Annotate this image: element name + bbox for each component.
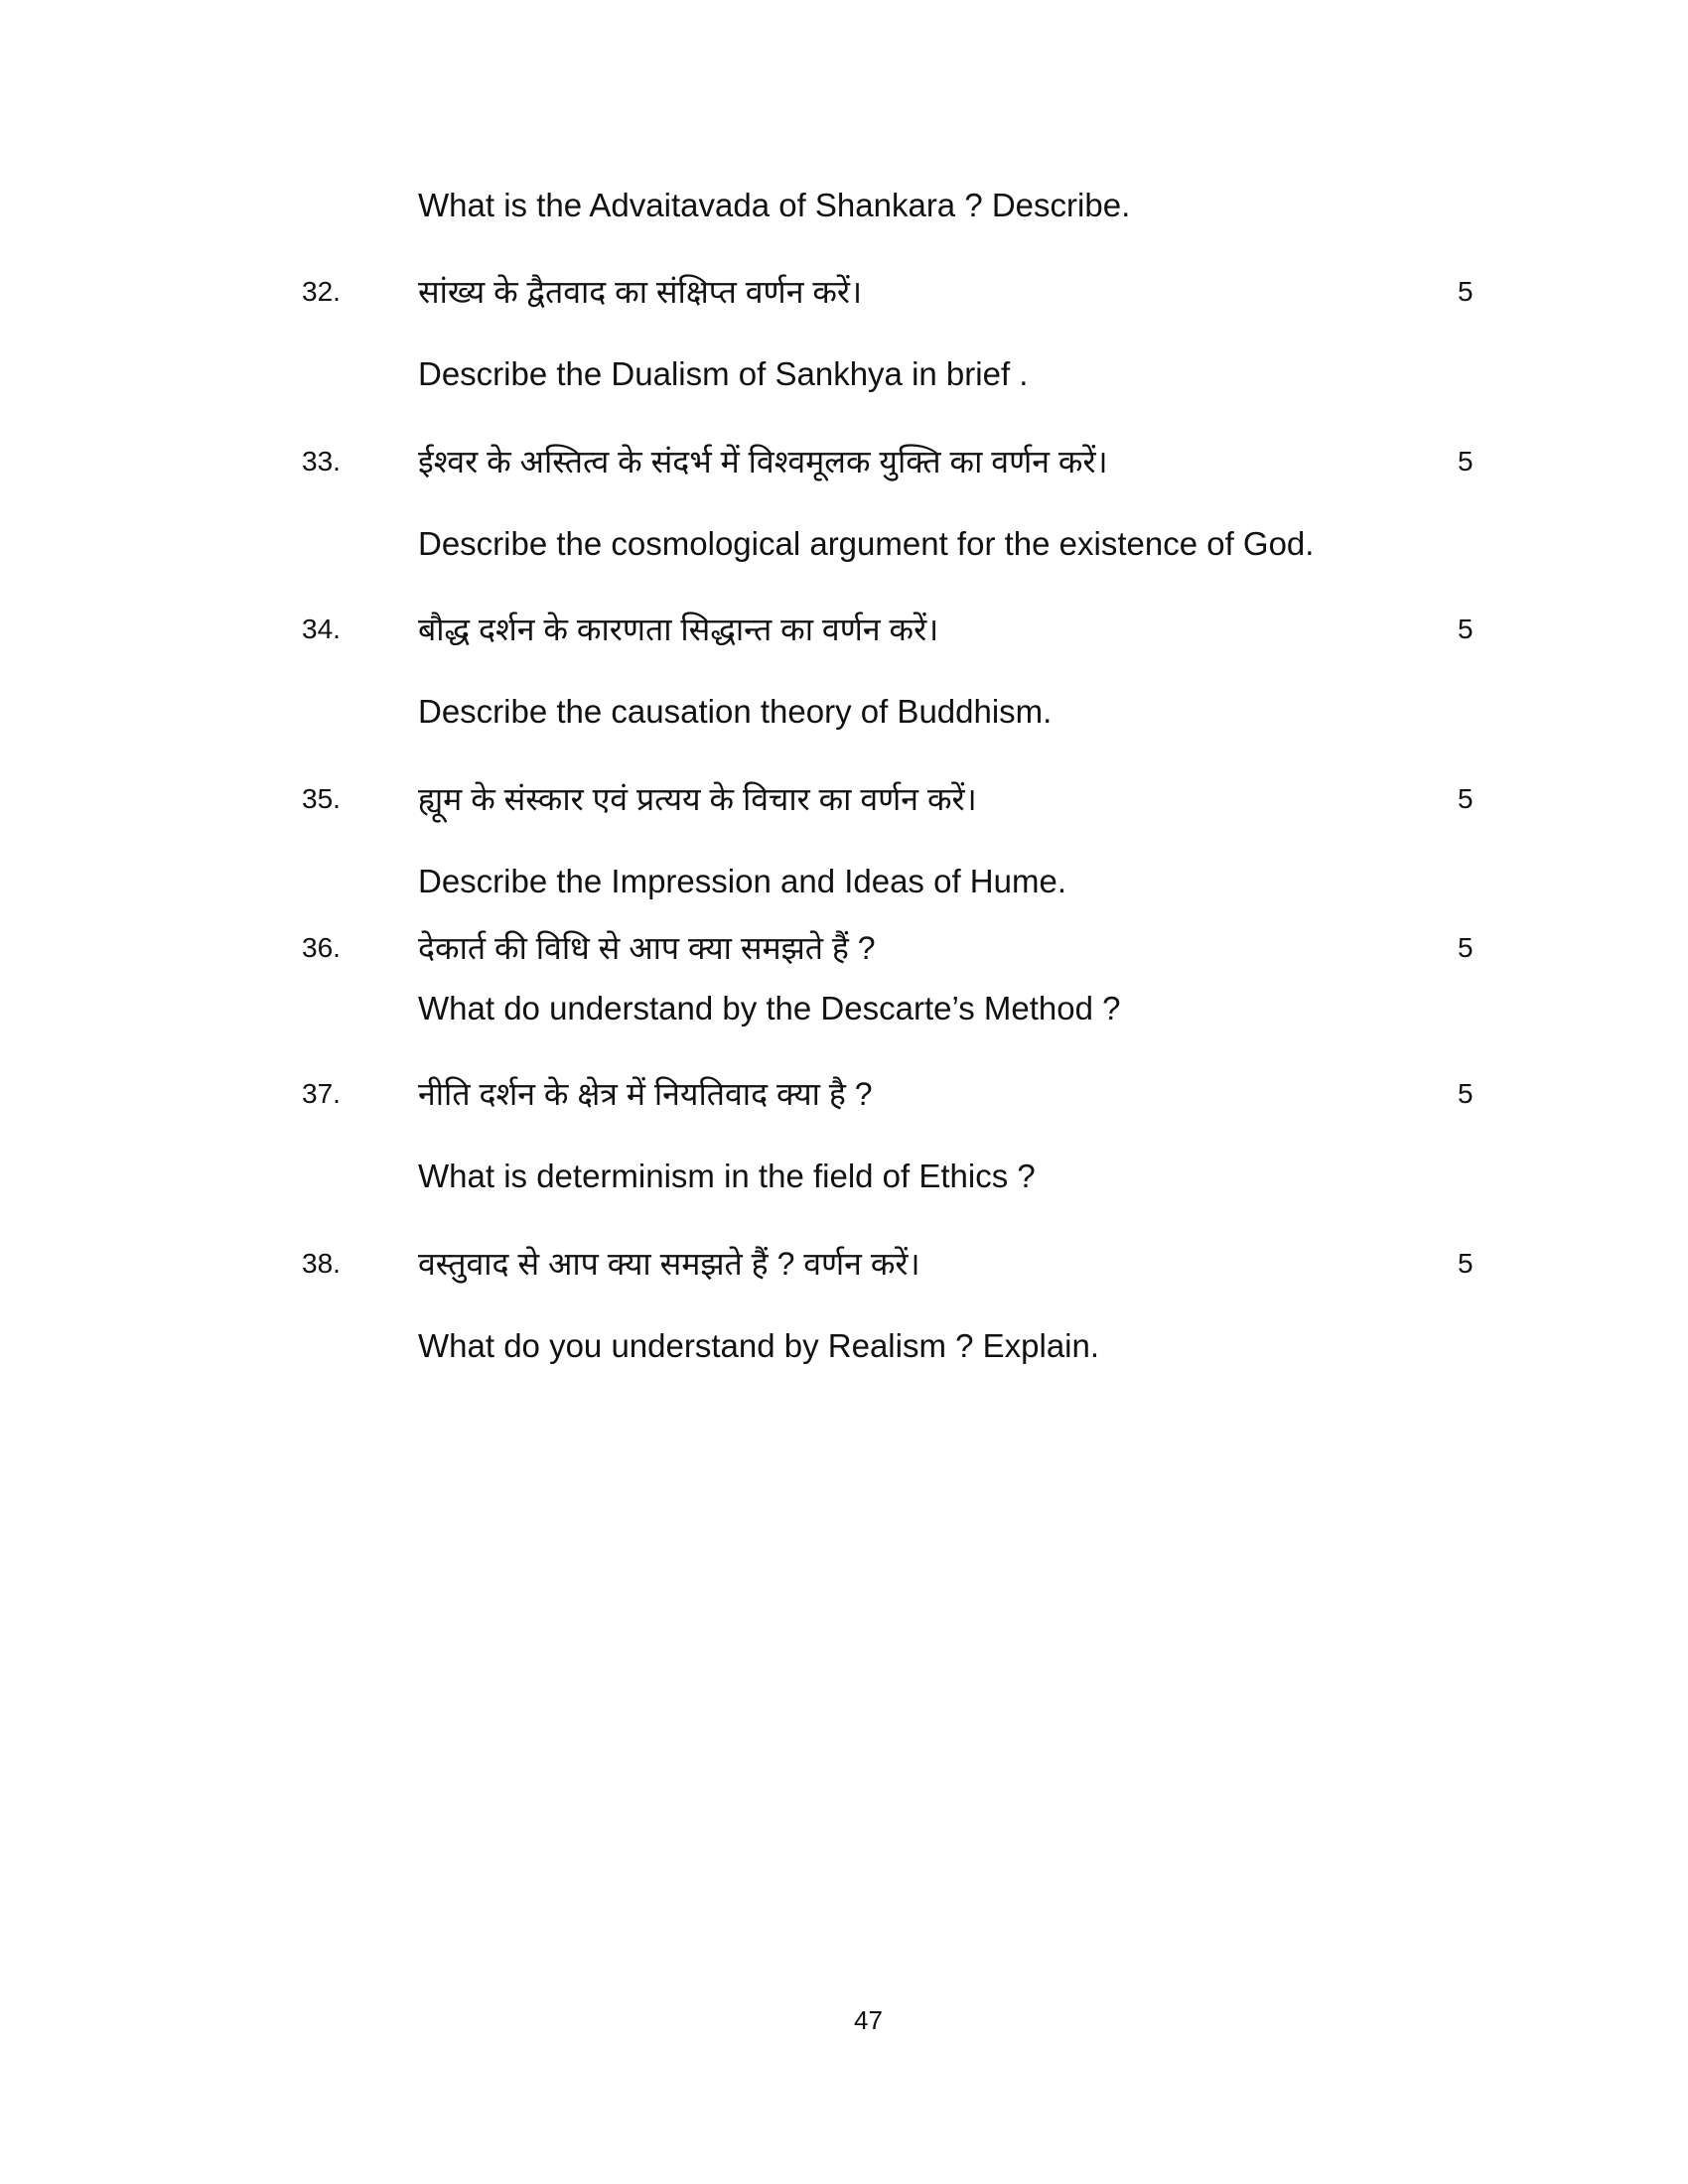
question-number: 34.: [302, 614, 341, 644]
question-english: What is determinism in the field of Ethics ?: [418, 1158, 1036, 1194]
question-marks: 5: [1458, 1078, 1474, 1109]
question-english: Describe the causation theory of Buddhism.: [418, 693, 1053, 730]
question-marks: 5: [1458, 446, 1474, 477]
question-hindi: ईश्वर के अस्तित्व के संदर्भ में विश्वमूलक युक्ति का वर्णन करें।: [418, 444, 1108, 479]
question-hindi-line: [0, 436, 1688, 483]
question-english-line: [0, 859, 1688, 906]
question-english: What do you understand by Realism ? Explain.: [418, 1327, 1100, 1364]
question-english-line: [0, 1323, 1688, 1371]
question-hindi: वस्तुवाद से आप क्या समझते हैं ? वर्णन करें।: [418, 1246, 920, 1282]
question-english-line: [0, 351, 1688, 399]
question-hindi-line: [0, 266, 1688, 314]
page-number: 47: [854, 2005, 883, 2035]
question-english: What do understand by the Descarte’s Method ?: [418, 990, 1121, 1026]
question-marks: 5: [1458, 614, 1474, 644]
question-marks: 5: [1458, 783, 1474, 814]
question-english-line: [0, 986, 1688, 1033]
question-english-line: [0, 689, 1688, 737]
question-number: 33.: [302, 446, 341, 477]
intro-english-line: [0, 183, 1688, 230]
question-number: 37.: [302, 1078, 341, 1109]
question-hindi-line: [0, 1068, 1688, 1116]
question-hindi-line: [0, 773, 1688, 821]
question-hindi: ह्यूम के संस्कार एवं प्रत्यय के विचार का वर्णन करें।: [418, 781, 977, 817]
question-english-line: [0, 1154, 1688, 1201]
question-hindi-line: [0, 604, 1688, 651]
question-english: Describe the Dualism of Sankhya in brief .: [418, 355, 1029, 392]
question-hindi: देकार्त की विधि से आप क्या समझते हैं ?: [418, 930, 876, 966]
question-number: 32.: [302, 276, 341, 307]
question-english: What is the Advaitavada of Shankara ? Describe.: [418, 187, 1131, 223]
question-marks: 5: [1458, 932, 1474, 963]
question-hindi-line: [0, 922, 1688, 970]
question-number: 38.: [302, 1248, 341, 1279]
question-english: Describe the cosmological argument for the existence of God.: [418, 525, 1315, 562]
question-hindi: बौद्ध दर्शन के कारणता सिद्धान्त का वर्णन करें।: [418, 612, 939, 647]
question-english-line: [0, 521, 1688, 569]
question-hindi-line: [0, 1238, 1688, 1286]
question-hindi: नीति दर्शन के क्षेत्र में नियतिवाद क्या है ?: [418, 1076, 873, 1112]
question-english: Describe the Impression and Ideas of Hume.: [418, 863, 1066, 899]
question-number: 35.: [302, 783, 341, 814]
question-hindi: सांख्य के द्वैतवाद का संक्षिप्त वर्णन करें।: [418, 274, 863, 310]
question-marks: 5: [1458, 276, 1474, 307]
question-marks: 5: [1458, 1248, 1474, 1279]
question-number: 36.: [302, 932, 341, 963]
